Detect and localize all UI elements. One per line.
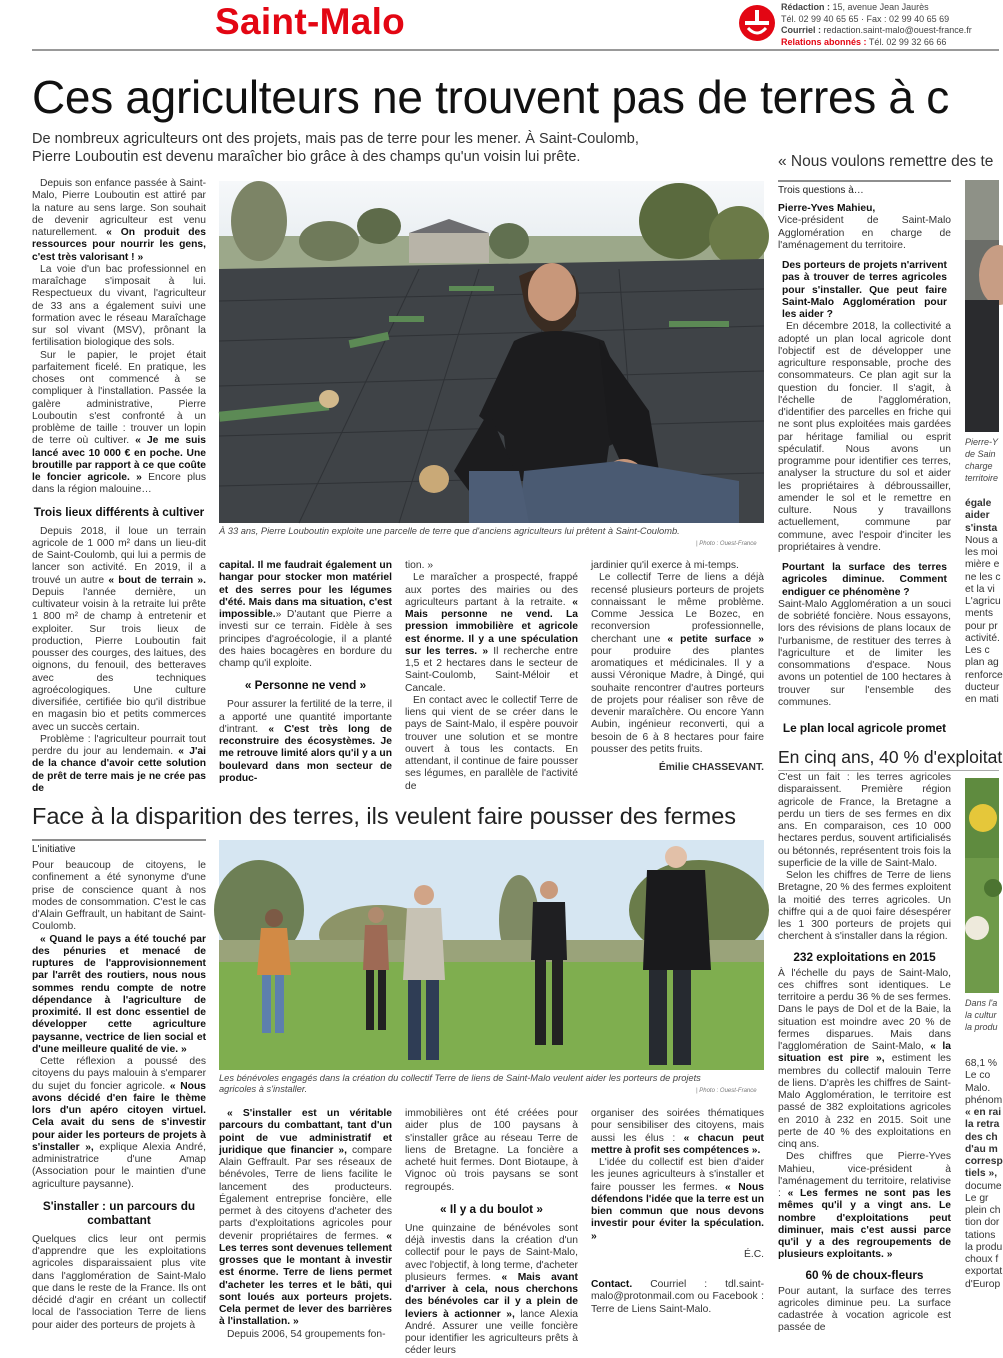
edge-text-line: tiels », <box>965 1168 998 1180</box>
paragraph: Selon les chiffres de Terre de liens Bretagne, 20 % des fermes exploitent la moitié des terres agricoles. Un chiffre qui a de quoi faire désespérer les 1 300 porteurs de projets qui cherchent à s'installer dans la région. <box>778 870 951 943</box>
contact-info[interactable]: Courriel : tdl.saint-malo@protonmail.com ou Facebook : Terre de Liens Saint-Malo. <box>591 1279 764 1315</box>
subheading: Trois lieux différents à cultiver <box>33 504 205 519</box>
quote: « Mais avant d'arriver à cela, nous cherchons des bénévoles car il y a plein de leviers à actionner », <box>405 1271 578 1320</box>
edge-text-line: tations <box>965 1229 996 1241</box>
article2-column-1 <box>32 860 206 1332</box>
paragraph: Pour autant, la surface des terres agricoles diminue peu. La surface cadastrée à vocation agricole est passée de <box>778 1285 951 1334</box>
edge-caption-line: Pierre-Y <box>965 437 999 447</box>
article1-standfirst <box>32 130 772 166</box>
answer: En décembre 2018, la collectivité a adopté un plan local agricole dont l'objectif est de développer une agriculture responsable, proche des consommateurs. Ce plan agit sur la question du foncier. Il s'agit, à l'échelle de l'agglomération, d'identifier des parcelles en friche qui ne sont plus exploitées mais gardées par héritage familial ou esprit spéculatif. Nous avons un programme pour identifier ces terres, analyser la structure du sol et aider les propriétaires à débroussailler, amender le sol et le remettre en culture. Nous y travaillons actuellement, commune par commune, avec l'espoir d'inciter les propriétaires à vendre. <box>778 321 951 553</box>
subheading: 232 exploitations en 2015 <box>793 949 936 964</box>
edge-text-line: tion dor <box>965 1217 1000 1229</box>
paragraph: tion. » <box>405 560 434 571</box>
edge-caption-line: la produ <box>965 1022 998 1032</box>
paragraph: Pour beaucoup de citoyens, le confinement a été synonyme d'une prise de conscience quant à nos modes de consommation. C'est le cas d'Alain Geffrault, un habitant de Saint-Coulomb. <box>32 860 206 933</box>
paragraph: En contact avec le collectif Terre de liens qui vient de se créer dans le pays de Saint-Malo, il espère pouvoir trouver une solution et se montre ouvert à tous les contacts. En attendant, il continue de faire pousser ses légumes, en parallèle de l'activité de <box>405 694 578 792</box>
paragraph: explique Alexia André, administratrice d'une Amap (Association pour le maintien d'une agriculture paysanne). <box>32 1141 206 1190</box>
subheading: Le plan local agricole promet <box>782 721 947 735</box>
paragraph: Des chiffres que Pierre-Yves Mahieu, vice-président à l'aménagement du territoire, relativise : <box>778 1151 951 1199</box>
article1-column-2 <box>219 560 392 784</box>
edge-text-line: s'insta <box>965 522 998 534</box>
quote: « la situation est pire », <box>778 1041 951 1065</box>
sidebar2-title: En cinq ans, 40 % d'exploitat <box>778 747 1003 767</box>
edge-caption-line: charge <box>965 461 993 471</box>
edge-text-line: activité. <box>965 632 1000 644</box>
edge-caption-line: territoire <box>965 473 999 483</box>
interviewee-name: Pierre-Yves Mahieu, <box>778 203 876 214</box>
masthead-contacts <box>781 2 996 48</box>
standfirst-line: Pierre Louboutin est devenu maraîcher bio grâce à des champs qu'un voisin lui prête. <box>32 149 581 165</box>
paragraph: organiser des soirées thématiques pour sensibiliser des citoyens, mais aussi les élus : <box>591 1108 764 1144</box>
sidebar1-column <box>778 203 951 733</box>
quote: « petite surface » <box>667 633 764 645</box>
edge-text-line: en mati <box>965 694 999 705</box>
edge-caption-line: Dans l'a <box>965 998 998 1008</box>
portrait-photo <box>965 180 999 432</box>
edge-text-line: la produ <box>965 1241 1003 1253</box>
edge-text-line: « en rai <box>965 1107 1002 1118</box>
quote: « Quand le pays a été touché par des pénuries et menacé de ruptures de l'approvisionnement par l'arrêt des routiers, nous nous sommes rendu compte de notre dépendance à l'agriculture de proximité. Il est donc essentiel de développer cette agriculture paysanne, vectrice de lien social et d'une meilleure qualité de vie. » <box>32 933 206 1055</box>
quote: « Je me suis lancé avec 10 000 € en poche. Une broutille par rapport à ce que coûte le foncier agricole. » <box>32 435 206 483</box>
paragraph: pour produire des plantes aromatiques et médicinales. Il y a aussi Véronique Madre, à Dingé, qui souhaite rencontrer d'autres porteurs de projets pour réaliser son rêve de devenir maraîchère. Ou encore Yann Aubin, ingénieur reconverti, qui a besoin de 6 à 8 hectares pour faire pousser des petits fruits. <box>591 645 764 755</box>
edge-text-line: ments <box>965 608 994 620</box>
paragraph: Quelques clics leur ont permis d'apprendre que les exploitations agricoles disparaissaient plus vite dans l'agglomération de Saint-Malo que dans le reste de la France. Ils ont décidé d'agir en créant un collectif local de l'association Terre de liens pour aider des porteurs de projets à <box>32 1233 206 1331</box>
edge-text-line: exportat <box>965 1266 1003 1278</box>
farmer-photo <box>219 181 764 523</box>
paragraph: La voie d'un bac professionnel en maraîchage s'imposait à lui. Respectueux du vivant, l'agriculteur de 33 ans a également suivi une formation avec le réseau Maraîchage sur sol vivant (MSV), prônant la fertilisation biologique des sols. <box>32 263 206 349</box>
article2-headline: Face à la disparition des terres, ils veulent faire pousser des fermes <box>32 803 737 829</box>
sidebar2-edge-text <box>965 1058 1003 1291</box>
signature: Émilie CHASSEVANT. <box>658 762 764 773</box>
edge-text-line: choux f <box>965 1254 999 1265</box>
photo-credit: | Photo : Ouest-France <box>696 1088 757 1094</box>
courriel-label: Courriel : <box>781 25 822 35</box>
edge-text-line: et la vi <box>965 583 995 595</box>
paragraph: Le maraîcher a prospecté, frappé aux portes des mairies ou des agriculteurs partant à la retraite. <box>405 572 578 608</box>
quote: « Nous défendons l'idée que la terre est un bien commun que nous devons investir pour éviter la spéculation. » <box>591 1181 764 1242</box>
article2-column-3 <box>405 1108 578 1357</box>
paragraph: » D'autant que Pierre a investi sur ce terrain. Fidèle à ses principes d'agroécologie, il a planté des haies bocagères en bordure du champ qu'il exploite. <box>219 609 392 669</box>
photo-credit: | Photo : Ouest-France <box>696 541 757 547</box>
subheading: « Personne ne vend » <box>244 678 367 693</box>
subheading: « Il y a du boulot » <box>440 1201 543 1216</box>
question: Des porteurs de projets n'arrivent pas à trouver de terres agricoles pour s'installer. Que peut faire Saint-Malo Agglomération pour les aider ? <box>782 260 947 320</box>
interviewee-role: Vice-président de Saint-Malo Agglomération en charge de l'aménagement du territoire. <box>778 215 951 251</box>
paragraph: Depuis 2006, 54 groupements fon- <box>227 1328 386 1340</box>
edge-text-line: corresp <box>965 1156 1003 1167</box>
edge-text-line: des ch <box>965 1131 998 1143</box>
article2-column-2 <box>219 1108 392 1340</box>
paragraph: estiment les membres du collectif malouin Terre de liens. D'après les chiffres de Saint-Malo Agglomération, le territoire est passé de 382 exploitations agricoles en 2010 à 232 en 2015. Soit une perte de 40 % des exploitations en cinq ans. <box>778 1053 951 1150</box>
paragraph: Depuis son enfance passée à Saint-Malo, Pierre Louboutin est attiré par la nature au sens large. Son souhait de devenir agriculteur est venu naturellement. <box>32 178 206 238</box>
answer: Saint-Malo Agglomération a un souci de sobriété foncière. Nous essayons, lors des révisions de plans locaux de l'urbanisme, de restituer des terres à l'agriculture et de limiter les consommations d'espace. Nous avons un potentiel de 100 hectares à trouver sur l'ensemble des communes. <box>778 598 951 708</box>
courriel-address[interactable]: redaction.saint-malo@ouest-france.fr <box>823 25 972 35</box>
quote: « J'ai de la chance d'avoir cette solution de prêt de terre mais je ne crée pas de <box>32 746 206 794</box>
quote: « Les terres sont devenues tellement grosses que le montant à investir est énorme. Terre de liens permet d'acheter les terres et le bâti, qui sont loués aux porteurs projets. Cela permet de lever des barrières à l'installation. » <box>219 1230 392 1328</box>
volunteers-photo <box>219 840 764 1070</box>
subheading: S'installer : un parcours du combattant <box>42 1198 196 1227</box>
edge-text-line: aider <box>965 510 990 522</box>
sidebar1-tag: Trois questions à… <box>778 180 951 196</box>
section-title: Saint-Malo <box>215 1 406 42</box>
edge-text-line: plein ch <box>965 1205 1001 1216</box>
paragraph: Sur le papier, le projet était parfaitement ficelé. En pratique, les choses ont commencé à se compliquer à l'installation. Passée la galère administrative, Pierre Louboutin s'est confronté à un problème de taille : trouver un lopin de terre où cultiver. <box>32 349 206 447</box>
article2-tag: L'initiative <box>32 839 206 855</box>
article1-column-3 <box>405 560 578 792</box>
redaction-address: 15, avenue Jean Jaurès <box>832 2 929 12</box>
quote: « bout de terrain ». <box>108 574 206 586</box>
sidebar1-edge-text <box>965 498 1003 706</box>
edge-text-line: Le gr <box>965 1192 989 1204</box>
edge-text-line: renforce <box>965 669 1003 681</box>
edge-text-line: égale <box>965 498 992 509</box>
quote: « Les fermes ne sont pas les mêmes qu'il y a vingt ans. Le nombre d'exploitations peut diminuer, mais c'est aussi parce qu'il y a des regroupements de plusieurs exploitants. » <box>778 1188 951 1261</box>
photo-caption: À 33 ans, Pierre Louboutin exploite une parcelle de terre que d'anciens agriculteurs lui prêtent à Saint-Coulomb. <box>219 526 680 536</box>
paragraph: Depuis l'année dernière, un cultivateur voisin à la retraite lui prête 1 800 m² de champ à entretenir et exploiter. Sur trois lieux de production, Pierre Louboutin fait pousser des courges, des laitues, des oignons, du fenouil, des betteraves avec des techniques agroécologiques. Une culture diversifiée, certifiée bio qu'il distribue en magasin bio et petits commerces avec un succès certain. <box>32 586 206 733</box>
edge-text-line: ducteur <box>965 681 1000 693</box>
paragraph: Depuis 2018, il loue un terrain agricole de 1 000 m² dans un lieu-dit de Saint-Coulomb, qui lui a permis de lancer son activité. En 2019, il a trouvé un autre <box>32 525 206 586</box>
edge-text-line: L'agricu <box>965 596 1001 607</box>
edge-text-line: ne les c <box>965 571 1001 583</box>
quote: « C'est très long de reconstruire des écosystèmes. Je me retrouve limité alors qu'il y a un boulevard dans mon secteur de produc- <box>219 723 392 784</box>
question: Pourtant la surface des terres agricoles diminue. Comment endiguer ce phénomène ? <box>782 562 947 598</box>
sidebar2-edge-caption <box>965 997 999 1033</box>
edge-text-line: d'au m <box>965 1143 998 1155</box>
paragraph: immobilières ont été créées pour aider plus de 100 paysans à s'installer grâce au réseau Terre de liens de Bretagne. La foncière a acheté huit fermes. Dont Biotaupe, à Vignoc où trois paysans se sont regroupés. <box>405 1108 578 1193</box>
sidebar1-title: « Nous voulons remettre des te <box>778 153 994 170</box>
phone-line: Tél. 02 99 40 65 65 · Fax : 02 99 40 65 69 <box>781 13 950 24</box>
edge-text-line: docume <box>965 1180 1002 1192</box>
edge-caption-line: la cultur <box>965 1010 997 1020</box>
ouest-france-logo <box>738 4 776 42</box>
photo-caption: Les bénévoles engagés dans la création du collectif Terre de liens de Saint-Malo veulent aider les porteurs de projets agricoles à s'installer. <box>219 1073 701 1094</box>
sidebar1-edge-caption <box>965 436 999 484</box>
abonnes-label: Relations abonnés : <box>781 36 867 47</box>
quote: « chacun peut mettre à profit ses compétences ». <box>591 1132 764 1156</box>
quote: « Nous avons décidé d'en faire le thème lors d'un apéro citoyen virtuel. Cela avait du sens de s'investir pour aider les porteurs de projets à s'installer », <box>32 1080 206 1153</box>
quote: « Mais personne ne vend. La pression immobilière et agricole est énorme. Il y a une spéculation sur les terres. » <box>405 596 578 657</box>
edge-text-line: plan ag <box>965 657 999 669</box>
paragraph: Problème : l'agriculteur pourrait tout perdre du jour au lendemain. <box>32 733 206 757</box>
contact-label: Contact. <box>591 1279 633 1290</box>
article2-column-4 <box>591 1108 764 1332</box>
quote: « On produit des ressources pour nourrir les gens, c'est très valorisant ! » <box>32 227 206 263</box>
article1-column-4 <box>591 560 764 780</box>
sidebar2-column <box>778 772 951 1332</box>
paragraph: À l'échelle du pays de Saint-Malo, ces chiffres sont identiques. Le territoire a perdu 36 % de ses fermes. Dans le pays de Dol et de la Baie, la situation est moindre avec 20 % de fermes disparues. Mais dans l'agglomération de Saint-Malo, <box>778 967 951 1052</box>
edge-text-line: 68,1 % <box>965 1058 998 1069</box>
edge-text-line: Les c <box>965 645 990 656</box>
article1-headline: Ces agriculteurs ne trouvent pas de terres à c <box>32 71 949 123</box>
paragraph: jardinier qu'il exerce à mi-temps. <box>591 560 739 571</box>
edge-text-line: les moi <box>965 547 998 558</box>
paragraph: Une quinzaine de bénévoles sont déjà investis dans la création d'un collectif pour le pays de Saint-Malo, avec l'objectif, à long terme, d'acheter plusieurs fermes. <box>405 1222 578 1283</box>
quote: capital. Il me faudrait également un hangar pour stocker mon matériel et des serres pour les légumes d'été. Mais dans ma situation, c'est impossible. <box>219 560 392 620</box>
paragraph: L'idée du collectif est bien d'aider les jeunes agriculteurs à s'installer et faire pousser les fermes. <box>591 1157 764 1193</box>
paragraph: Encore plus dans la région malouine… <box>32 472 206 496</box>
article1-column-1 <box>32 178 206 794</box>
paragraph: Pour assurer la fertilité de la terre, il a apporté une quantité importante d'intrant. <box>219 699 392 735</box>
signature: É.C. <box>743 1248 764 1260</box>
edge-text-line: mière e <box>965 559 1000 571</box>
cauliflower-photo <box>965 778 999 993</box>
edge-caption-line: de Sain <box>965 449 996 459</box>
subheading: 60 % de choux-fleurs <box>805 1267 924 1282</box>
paragraph: compare Alain Geffrault. Par ses réseaux de bénévoles, Terre de liens facilite le lancement des producteurs. Également entreprise foncière, elle permet à des citoyens d'acheter des parts d'exploitations agricoles pour devenir propriétaires de fermes. <box>219 1144 392 1242</box>
edge-text-line: Le co <box>965 1070 991 1082</box>
paragraph: Cette réflexion a poussé des citoyens du pays malouin à s'emparer du sujet du foncier agricole. <box>32 1056 206 1092</box>
paragraph: lance Alexia André. Assurer une veille foncière pour identifier les agriculteurs prêts à céder leurs <box>405 1308 578 1357</box>
sidebar2-rule <box>778 770 999 771</box>
paragraph: Le collectif Terre de liens a déjà recensé plusieurs porteurs de projets connaissant le même problème. Comme Jessica Le Bozec, en reconversion professionnelle, cherchant une <box>591 572 764 645</box>
edge-text-line: phénom <box>965 1094 1003 1106</box>
edge-text-line: la retra <box>965 1119 1000 1131</box>
paragraph: C'est un fait : les terres agricoles disparaissent. Première région agricole de France, la Bretagne a perdu un tiers de ses fermes en dix ans. En comparaison, ces 10 000 hectares perdus, souvent artificialisés ou bétonnés, représentent trois fois la superficie de la ville de Saint-Malo. <box>778 772 951 869</box>
quote: « S'installer est un véritable parcours du combattant, tant d'un point de vue administratif et juridique que financier », <box>219 1108 392 1156</box>
edge-text-line: Nous a <box>965 534 998 546</box>
paragraph: Il recherche entre 1,5 et 2 hectares dans le secteur de Saint-Coulomb, Saint-Méloir et Cancale. <box>405 645 578 694</box>
abonnes-phone: Tél. 02 99 32 66 66 <box>868 36 947 47</box>
edge-text-line: Malo. <box>965 1082 991 1094</box>
edge-text-line: d'Europ <box>965 1278 1001 1290</box>
edge-text-line: pour pr <box>965 620 998 632</box>
standfirst-line: De nombreux agriculteurs ont des projets, mais pas de terre pour les mener. À Saint-Coulomb, <box>32 131 639 147</box>
masthead-rule <box>32 49 999 51</box>
redaction-label: Rédaction : <box>781 2 831 12</box>
